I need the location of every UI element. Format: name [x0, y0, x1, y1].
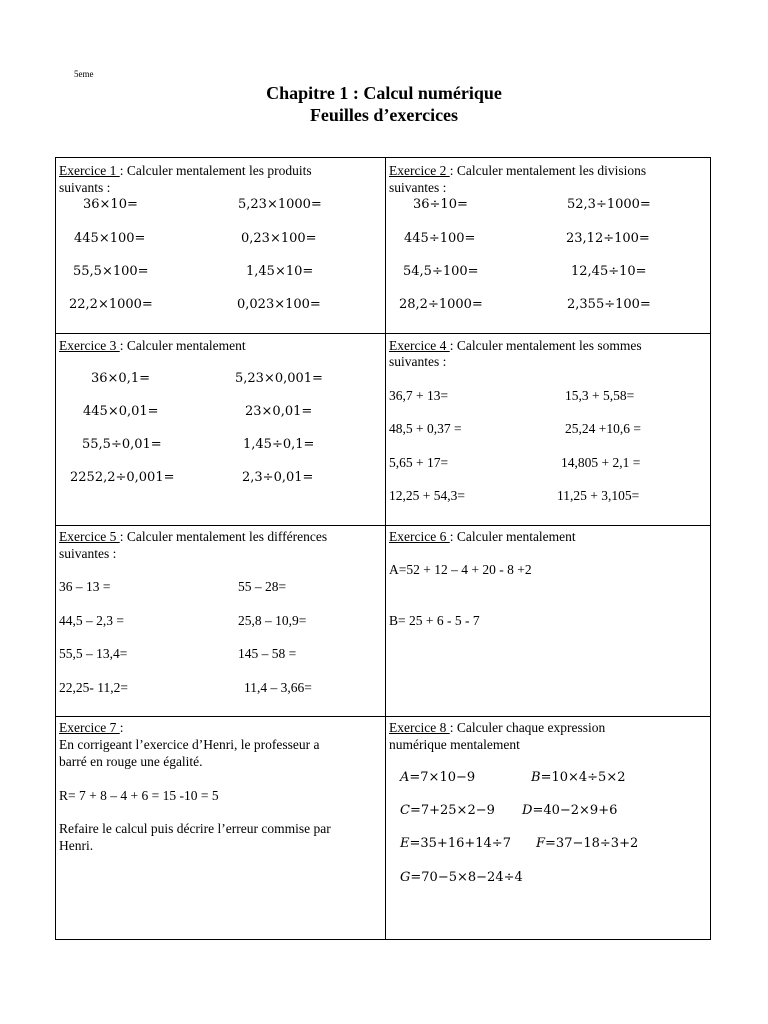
exercise-5-item: 145 – 58 =: [238, 646, 297, 661]
exercise-2-item: 52,3÷1000=: [567, 197, 651, 212]
exercise-8-expression: A=7×10−9: [400, 770, 476, 785]
exercise-2-item: 54,5÷100=: [403, 264, 479, 279]
exercise-4-item: 11,25 + 3,105=: [557, 488, 640, 503]
page-subtitle: Feuilles d’exercices: [309, 105, 459, 125]
exercise-4-item: 25,24 +10,6 =: [565, 421, 641, 436]
exercise-1-instruction-line2: suivants :: [59, 180, 111, 195]
exercise-1-item: 22,2×1000=: [69, 297, 153, 312]
exercise-4-item: 36,7 + 13=: [389, 388, 449, 403]
exercise-3-item: 55,5÷0,01=: [82, 437, 162, 452]
exercise-4-item: 12,25 + 54,3=: [389, 488, 465, 503]
level-label: 5eme: [74, 69, 94, 79]
exercise-2-instruction: Exercice 2 : Calculer mentalement les divisions: [389, 163, 647, 178]
exercise-7-text: Refaire le calcul puis décrire l’erreur commise par: [59, 821, 331, 836]
exercise-8-expression: D=40−2×9+6: [522, 803, 618, 818]
exercise-7-instruction: Exercice 7 :: [59, 720, 124, 735]
exercise-6-expression-b: B= 25 + 6 - 5 - 7: [389, 613, 480, 628]
exercise-1-item: 5,23×1000=: [238, 197, 322, 212]
exercise-6-expression-a: A=52 + 12 – 4 + 20 - 8 +2: [389, 562, 532, 577]
exercise-2-item: 28,2÷1000=: [399, 297, 483, 312]
exercise-grid: [55, 157, 711, 940]
exercise-4-label: Exercice 4: [389, 338, 450, 353]
exercise-2-instruction-line2: suivantes :: [389, 180, 447, 195]
exercise-2-item: 2,355÷100=: [567, 297, 651, 312]
exercise-5-instruction-line2: suivantes :: [59, 546, 117, 561]
exercise-7-label: Exercice 7: [59, 720, 120, 735]
exercise-2-label: Exercice 2: [389, 163, 450, 178]
exercise-3-item: 5,23×0,001=: [235, 371, 323, 386]
column-divider: [385, 158, 386, 939]
exercise-1-item: 0,23×100=: [241, 231, 317, 246]
exercise-1-item: 0,023×100=: [237, 297, 321, 312]
exercise-4-item: 14,805 + 2,1 =: [561, 455, 641, 470]
exercise-5-item: 25,8 – 10,9=: [238, 613, 307, 628]
exercise-5-item: 22,25- 11,2=: [59, 680, 128, 695]
exercise-5-item: 44,5 – 2,3 =: [59, 613, 124, 628]
exercise-2-item: 445÷100=: [404, 231, 476, 246]
exercise-8-expression: C=7+25×2−9: [400, 803, 495, 818]
exercise-5-item: 36 – 13 =: [59, 579, 111, 594]
exercise-8-expression: B=10×4÷5×2: [531, 770, 626, 785]
exercise-4-item: 15,3 + 5,58=: [565, 388, 635, 403]
exercise-3-item: 2252,2÷0,001=: [70, 470, 175, 485]
row-divider: [56, 525, 710, 526]
exercise-3-instruction: Exercice 3 : Calculer mentalement: [59, 338, 246, 353]
exercise-1-item: 55,5×100=: [73, 264, 149, 279]
exercise-7-text: En corrigeant l’exercice d’Henri, le professeur a: [59, 737, 320, 752]
exercise-8-expression: E=35+16+14÷7: [400, 836, 511, 851]
exercise-1-instruction: Exercice 1 : Calculer mentalement les produits: [59, 163, 312, 178]
exercise-6-label: Exercice 6: [389, 529, 450, 544]
exercise-5-item: 11,4 – 3,66=: [244, 680, 312, 695]
exercise-5-item: 55,5 – 13,4=: [59, 646, 128, 661]
exercise-4-instruction: Exercice 4 : Calculer mentalement les sommes: [389, 338, 642, 353]
exercise-1-item: 36×10=: [83, 197, 138, 212]
exercise-1-label: Exercice 1: [59, 163, 120, 178]
exercise-8-expression: G=70−5×8−24÷4: [400, 870, 523, 885]
exercise-3-label: Exercice 3: [59, 338, 120, 353]
exercise-2-item: 12,45÷10=: [571, 264, 647, 279]
exercise-3-item: 2,3÷0,01=: [242, 470, 314, 485]
exercise-4-item: 48,5 + 0,37 =: [389, 421, 462, 436]
exercise-5-item: 55 – 28=: [238, 579, 287, 594]
exercise-4-instruction-line2: suivantes :: [389, 354, 447, 369]
exercise-2-item: 23,12÷100=: [566, 231, 650, 246]
exercise-1-item: 445×100=: [74, 231, 146, 246]
exercise-6-instruction: Exercice 6 : Calculer mentalement: [389, 529, 576, 544]
exercise-5-label: Exercice 5: [59, 529, 120, 544]
exercise-8-instruction-line2: numérique mentalement: [389, 737, 520, 752]
page-title: Chapitre 1 : Calcul numérique: [266, 83, 502, 103]
exercise-7-text: barré en rouge une égalité.: [59, 754, 203, 769]
exercise-8-expression: F=37−18÷3+2: [536, 836, 639, 851]
row-divider: [56, 333, 710, 334]
exercise-7-expression: R= 7 + 8 – 4 + 6 = 15 -10 = 5: [59, 788, 219, 803]
exercise-5-instruction: Exercice 5 : Calculer mentalement les différences: [59, 529, 328, 544]
exercise-8-label: Exercice 8: [389, 720, 450, 735]
exercise-3-item: 36×0,1=: [91, 371, 151, 386]
exercise-7-text: Henri.: [59, 838, 94, 853]
exercise-1-item: 1,45×10=: [246, 264, 314, 279]
exercise-3-item: 1,45÷0,1=: [243, 437, 315, 452]
row-divider: [56, 716, 710, 717]
exercise-3-item: 23×0,01=: [245, 404, 313, 419]
exercise-8-instruction: Exercice 8 : Calculer chaque expression: [389, 720, 606, 735]
exercise-3-item: 445×0,01=: [83, 404, 159, 419]
exercise-2-item: 36÷10=: [413, 197, 468, 212]
exercise-4-item: 5,65 + 17=: [389, 455, 449, 470]
